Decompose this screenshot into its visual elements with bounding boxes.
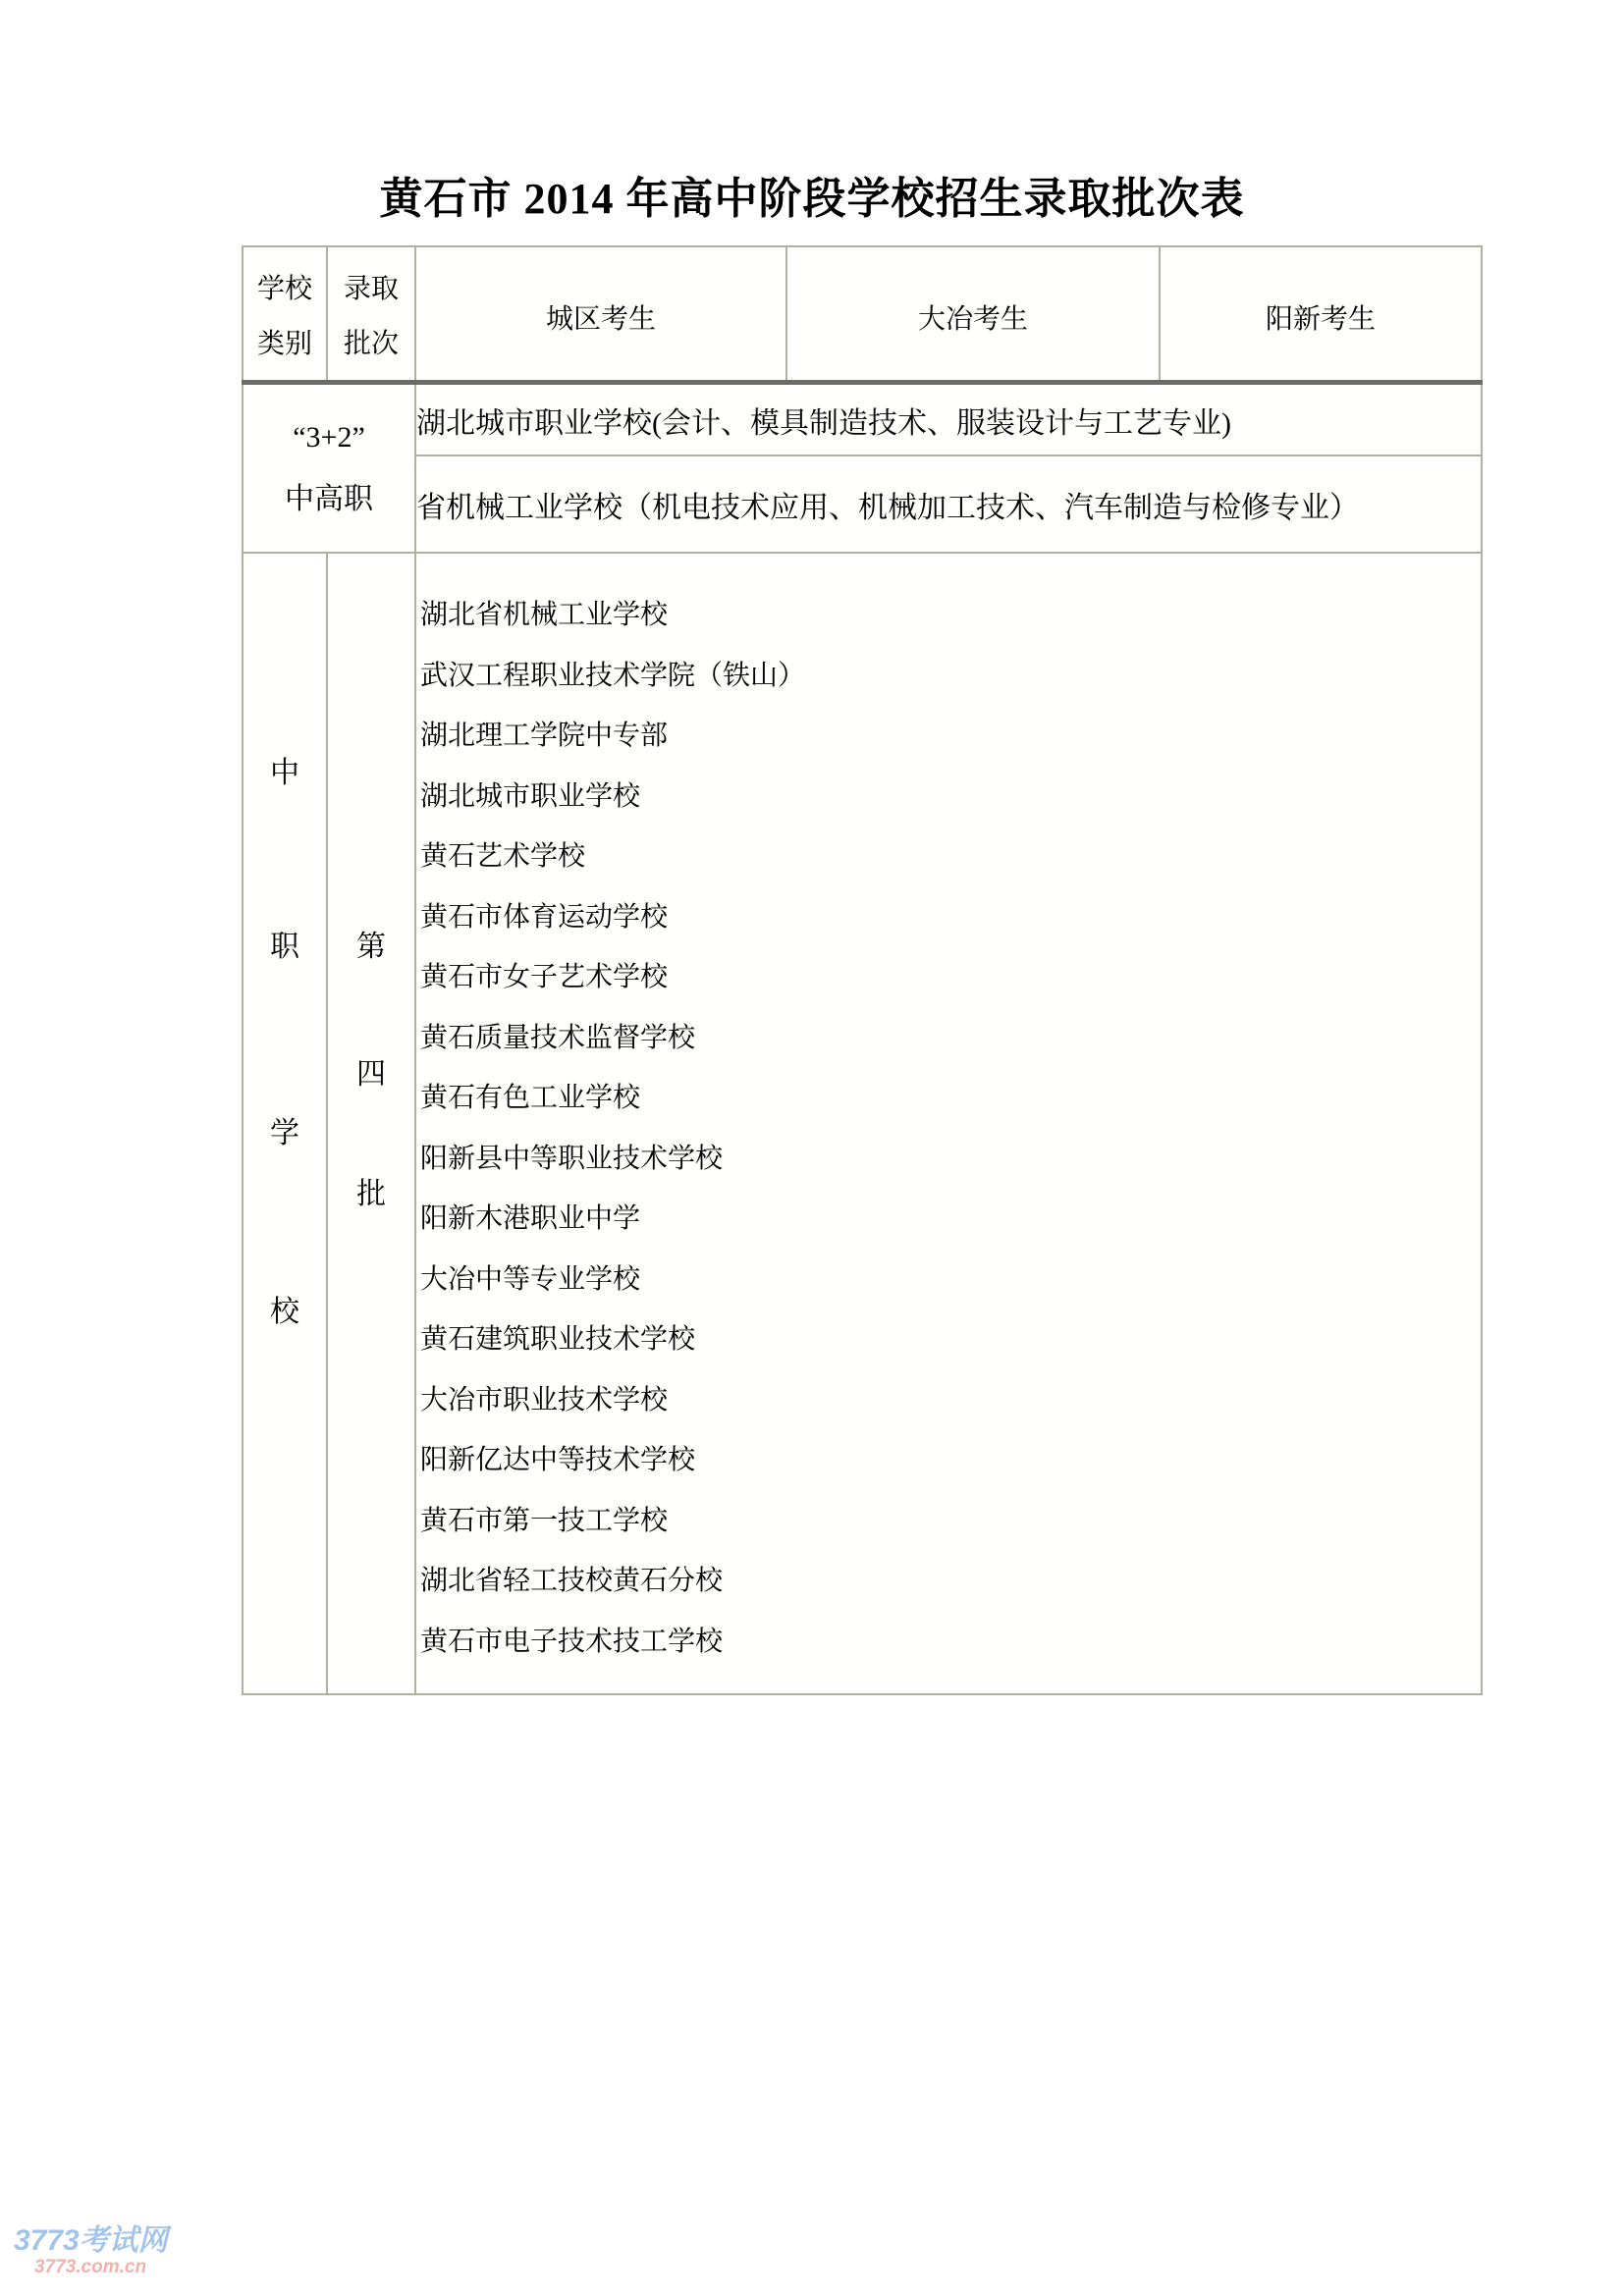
three-plus-two-label-line2: 中高职 bbox=[285, 483, 373, 515]
table-header-row bbox=[243, 246, 1482, 383]
header-admission-batch-line2: 批次 bbox=[343, 328, 399, 359]
school-list-item: 黄石市体育运动学校 bbox=[420, 901, 669, 933]
header-yangxin-candidates: 阳新考生 bbox=[1160, 246, 1482, 383]
batch-char: 第 bbox=[356, 931, 386, 963]
batch-char: 批 bbox=[356, 1178, 386, 1210]
category-char: 学 bbox=[270, 1117, 299, 1149]
header-school-category-line2: 类别 bbox=[256, 328, 312, 359]
watermark-logo-text: 3773考试网 bbox=[14, 2224, 168, 2257]
admission-batch-table bbox=[242, 245, 1483, 1695]
school-list-item: 湖北省轻工技校黄石分校 bbox=[420, 1566, 724, 1596]
three-plus-two-school-2: 省机械工业学校（机电技术应用、机械加工技术、汽车制造与检修专业） bbox=[415, 455, 1482, 553]
category-char: 中 bbox=[270, 757, 299, 789]
three-plus-two-row-1 bbox=[243, 383, 1482, 456]
secondary-vocational-row bbox=[243, 553, 1482, 1694]
schools-list-cell bbox=[415, 553, 1482, 1694]
school-list-item: 湖北理工学院中专部 bbox=[420, 721, 669, 751]
category-char: 职 bbox=[270, 931, 299, 963]
three-plus-two-row-2 bbox=[243, 455, 1482, 553]
school-list-item: 黄石艺术学校 bbox=[420, 841, 586, 872]
watermark-3773 bbox=[14, 2224, 168, 2277]
header-daye-candidates: 大冶考生 bbox=[786, 246, 1160, 383]
schools-list bbox=[416, 575, 1481, 1672]
school-list-item: 黄石有色工业学校 bbox=[420, 1083, 641, 1113]
three-plus-two-label-cell bbox=[243, 383, 415, 554]
three-plus-two-label-line1: “3+2” bbox=[293, 421, 365, 454]
header-school-category bbox=[243, 246, 327, 383]
category-vertical-cell bbox=[243, 553, 327, 1694]
school-list-item: 阳新木港职业中学 bbox=[420, 1203, 641, 1234]
school-list-item: 大冶市职业技术学校 bbox=[420, 1384, 669, 1415]
header-urban-candidates: 城区考生 bbox=[415, 246, 786, 383]
school-list-item: 湖北城市职业学校 bbox=[420, 780, 641, 812]
header-school-category-line1: 学校 bbox=[256, 273, 312, 304]
school-list-item: 黄石建筑职业技术学校 bbox=[420, 1324, 696, 1355]
category-char: 校 bbox=[270, 1296, 299, 1328]
batch-char: 四 bbox=[356, 1058, 386, 1091]
school-list-item: 武汉工程职业技术学院（铁山） bbox=[420, 660, 806, 691]
school-list-item: 阳新亿达中等技术学校 bbox=[420, 1445, 696, 1475]
header-admission-batch bbox=[327, 246, 415, 383]
school-list-item: 黄石市女子艺术学校 bbox=[420, 962, 669, 992]
header-admission-batch-line1: 录取 bbox=[343, 273, 399, 304]
page-title: 黄石市 2014 年高中阶段学校招生录取批次表 bbox=[379, 175, 1245, 223]
school-list-item: 湖北省机械工业学校 bbox=[420, 600, 669, 630]
school-list-item: 大冶中等专业学校 bbox=[420, 1263, 641, 1295]
school-list-item: 黄石质量技术监督学校 bbox=[420, 1022, 696, 1053]
school-list-item: 阳新县中等职业技术学校 bbox=[420, 1143, 724, 1174]
three-plus-two-school-1: 湖北城市职业学校(会计、模具制造技术、服装设计与工艺专业) bbox=[415, 383, 1482, 456]
watermark-domain-text: 3773.com.cn bbox=[34, 2257, 147, 2277]
batch-vertical-cell bbox=[327, 553, 415, 1694]
school-list-item: 黄石市电子技术技工学校 bbox=[420, 1626, 724, 1657]
school-list-item: 黄石市第一技工学校 bbox=[420, 1505, 669, 1536]
